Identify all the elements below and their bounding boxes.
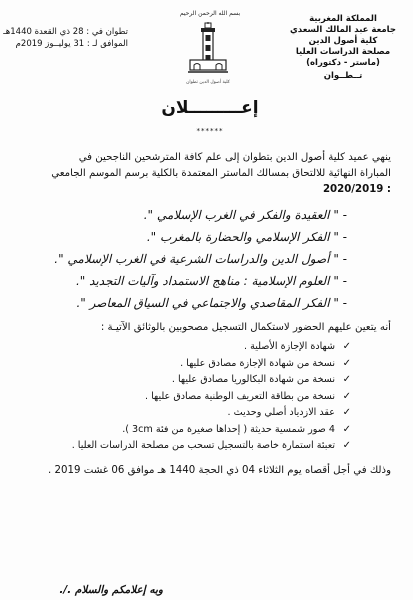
document-text: نسخة من شهادة البكالوريا مصادق عليها . [171, 374, 335, 385]
intro-line: ينهي عميد كلية أصول الدين بتطوان إلى علم كافة المترشحين الناجحين في [78, 152, 391, 163]
header-line: المملكة المغربية [309, 14, 377, 24]
title-decoration: ****** [196, 127, 224, 135]
checkmark-icon: ✓ [342, 390, 351, 402]
document-item [20, 405, 351, 422]
document-item [20, 438, 351, 455]
gregorian-date: الموافق لـ : 31 يوليــوز 2019م [15, 39, 128, 49]
institution-header [287, 14, 399, 82]
faculty-logo [186, 22, 230, 76]
document-item [20, 389, 351, 406]
deadline-notice: وذلك في أجل أقصاه يوم الثلاثاء 04 ذي الحجة 1440 هـ موافق 06 غشت 2019 . [48, 464, 391, 476]
academic-year: 2020/2019 : [322, 184, 391, 195]
document-text: نسخة من بطاقة التعريف الوطنية مصادق عليها . [145, 390, 335, 402]
checkmark-icon: ✓ [342, 341, 351, 352]
basmala: بسم الله الرحمن الرحيم [179, 10, 241, 17]
document-text: عقد الازدياد أصلي وحديث . [227, 407, 335, 418]
document-item [20, 422, 351, 439]
document-item [20, 339, 351, 356]
document-text: نسخة من شهادة الإجازة مصادق عليها . [180, 357, 335, 369]
program-item: - " أصول الدين والدراسات الشرعية في الغرب الإسلامي ". [54, 252, 347, 266]
required-documents-list [20, 339, 391, 455]
program-item: - " العقيدة والفكر في الغرب الإسلامي ". [143, 208, 347, 222]
master-programs-list [20, 204, 391, 314]
header-line: تــطــوان [323, 71, 363, 81]
program-item: - " العلوم الإسلامية : مناهج الاستمداد وآليات التجديد ". [75, 274, 347, 288]
checkmark-icon: ✓ [342, 423, 351, 435]
documents-intro: أنه يتعين عليهم الحضور لاستكمال التسجيل مصحوبين بالوثائق الآتيـة : [100, 322, 391, 333]
program-item: - " الفكر المقاصدي والاجتماعي في السياق المعاصر ". [76, 296, 347, 310]
announcement-body [20, 150, 391, 479]
hijri-date: تطوان في : 28 ذي القعدة 1440هـ [3, 27, 128, 37]
header-line: (ماستر - دكتوراه) [306, 58, 380, 68]
date-header [3, 26, 128, 50]
logo-caption: كلية أصول الدين تطوان [186, 80, 230, 85]
intro-paragraph [20, 150, 391, 198]
checkmark-icon: ✓ [342, 440, 351, 451]
document-text: تعبئة استمارة خاصة بالتسجيل تسحب من مصلحة الدراسات العليا . [71, 440, 335, 451]
header-line: كلية أصول الدين [308, 36, 378, 46]
checkmark-icon: ✓ [342, 407, 351, 418]
document-text: شهادة الإجازة الأصلية . [243, 341, 335, 352]
document-text: 4 صور شمسية حديثة ( إحداها صغيرة من فئة 3cm ). [122, 423, 335, 435]
document-item [20, 372, 351, 389]
closing-line: وبه إعلامكم والسلام ./. [59, 584, 163, 596]
header-line: جامعة عبد المالك السعدي [290, 25, 396, 35]
checkmark-icon: ✓ [342, 374, 351, 385]
program-item: - " الفكر الإسلامي والحضارة بالمغرب ". [146, 230, 347, 244]
checkmark-icon: ✓ [342, 357, 351, 369]
page-title: إعـــــــــلان [161, 98, 259, 118]
header-line: مصلحة الدراسات العليا [295, 47, 391, 57]
intro-line: المباراة النهائية للالتحاق بمسالك الماستر المعتمدة بالكلية برسم الموسم الجامعي [51, 168, 391, 179]
document-item [20, 356, 351, 373]
